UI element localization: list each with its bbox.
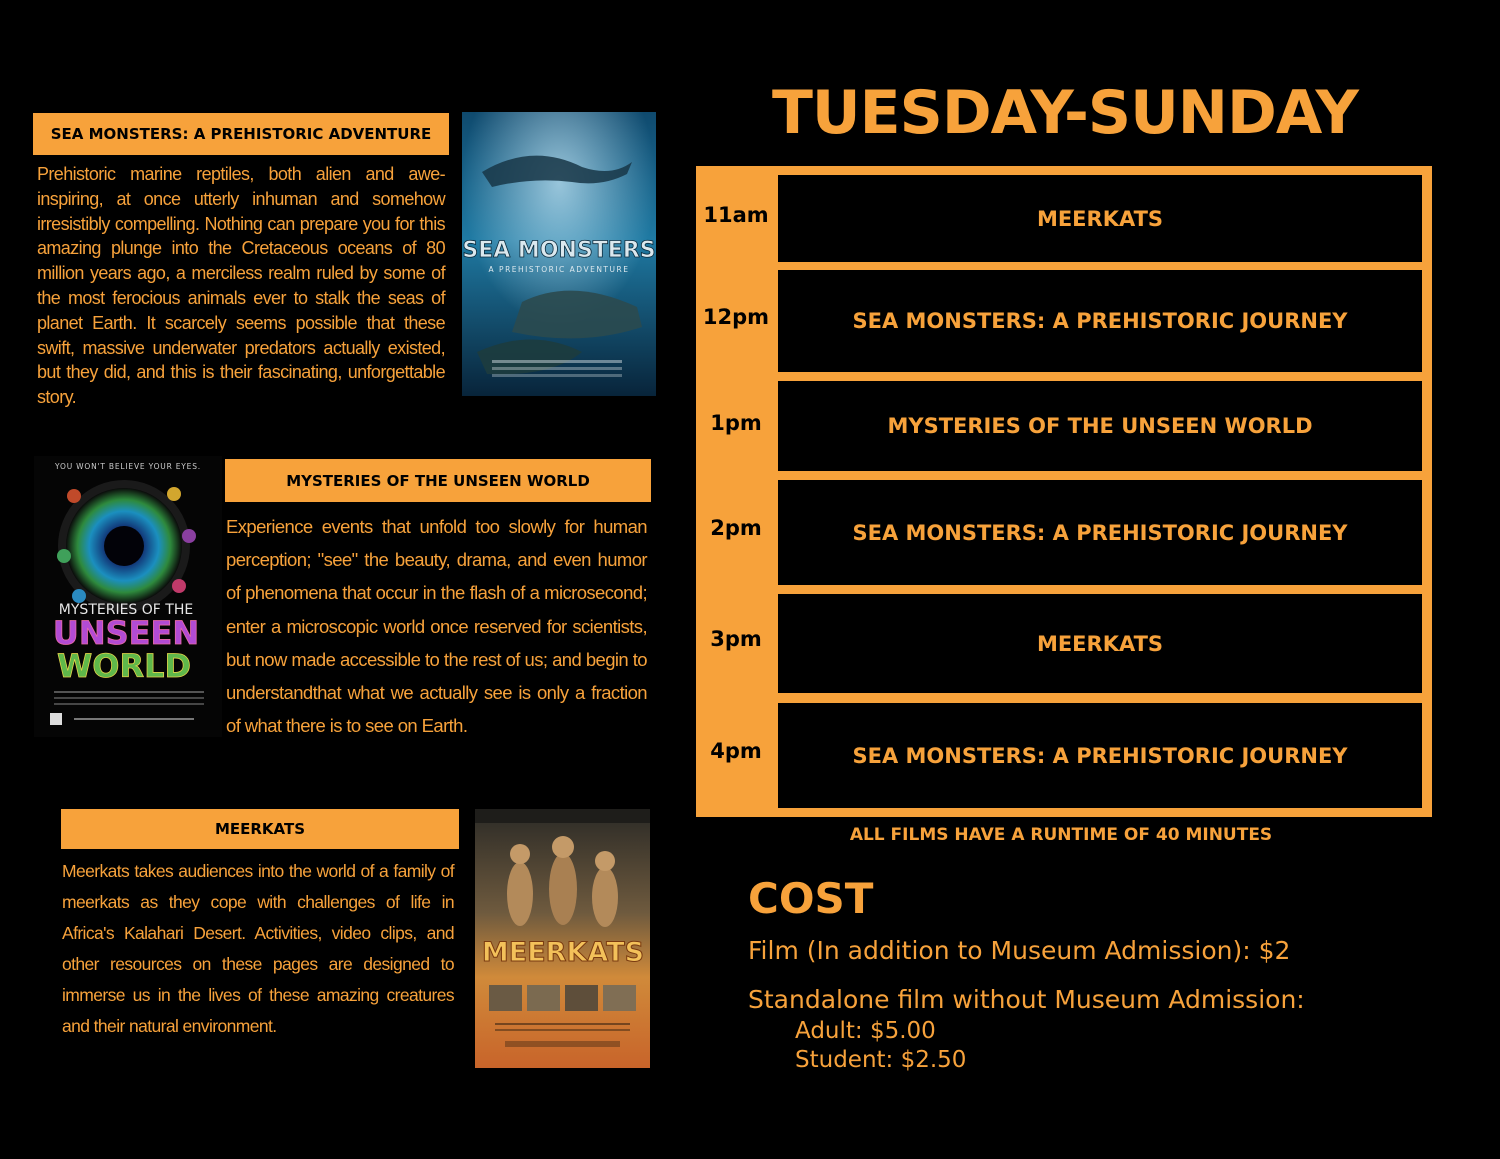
slot-film: SEA MONSTERS: A PREHISTORIC JOURNEY <box>778 270 1422 372</box>
slot-time: 1pm <box>710 411 762 435</box>
mysteries-poster <box>34 456 222 737</box>
runtime-note: ALL FILMS HAVE A RUNTIME OF 40 MINUTES <box>849 825 1273 845</box>
slot-film: SEA MONSTERS: A PREHISTORIC JOURNEY <box>778 703 1422 808</box>
sea-monsters-poster-title: SEA MONSTERS <box>462 238 656 263</box>
mysteries-description: Experience events that unfold too slowly for human perception; "see" the beauty, drama, and even humor of phenomena that occur in the flash of a microsecond; enter a microscopic world once reserved for scientists, but now made accessible to the rest of us; and begin to understandthat what we actually see is only a fraction of what there is to see on Earth. <box>226 516 647 737</box>
schedule-title: TUESDAY-SUNDAY <box>772 78 1358 148</box>
sea-monsters-poster-subtitle: A PREHISTORIC ADVENTURE <box>488 265 630 274</box>
slot-time: 2pm <box>710 516 762 540</box>
cost-title: COST <box>748 874 874 923</box>
cost-adult: Adult: $5.00 <box>795 1018 936 1044</box>
slot-film: MEERKATS <box>778 175 1422 262</box>
schedule-table <box>696 166 1432 817</box>
slot-time: 11am <box>703 203 769 227</box>
mysteries-heading: MYSTERIES OF THE UNSEEN WORLD <box>225 459 651 502</box>
slot-time: 4pm <box>710 739 762 763</box>
mysteries-poster-tagline: YOU WON'T BELIEVE YOUR EYES. <box>55 462 201 471</box>
cost-student: Student: $2.50 <box>795 1047 967 1073</box>
meerkats-poster-title: MEERKATS <box>481 937 645 968</box>
slot-time: 12pm <box>702 305 770 329</box>
mysteries-poster-title-line1: MYSTERIES OF THE <box>58 602 194 618</box>
sea-monsters-heading: SEA MONSTERS: A PREHISTORIC ADVENTURE <box>33 113 449 155</box>
slot-film: MYSTERIES OF THE UNSEEN WORLD <box>778 381 1422 471</box>
slot-film: MEERKATS <box>778 594 1422 693</box>
sea-monsters-description: Prehistoric marine reptiles, both alien and awe-inspiring, at once utterly inhuman and somehow irresistibly compelling. Nothing can prepare you for this amazing plunge into the Cretaceous oceans of 80 million years ago, a merciless realm ruled by some of the most ferocious animals ever to stalk the seas of planet Earth. It scarcely seems possible that these swift, massive underwater predators actually existed, but they did, and this is their fascinating, unforgettable story. <box>37 164 445 408</box>
sea-monsters-poster <box>462 112 656 396</box>
mysteries-poster-title-line2: UNSEEN <box>52 614 200 652</box>
mysteries-poster-title-line3: WORLD <box>56 647 192 685</box>
cost-film-with-admission: Film (In addition to Museum Admission): $2 <box>748 936 1291 965</box>
slot-film: SEA MONSTERS: A PREHISTORIC JOURNEY <box>778 480 1422 585</box>
cost-standalone-label: Standalone film without Museum Admission: <box>748 985 1305 1014</box>
meerkats-description: Meerkats takes audiences into the world of a family of meerkats as they cope with challenges of life in Africa's Kalahari Desert. Activities, video clips, and other resources on these pages are designed to immerse us in the lives of these amazing creatures and their natural environment. <box>62 861 454 1036</box>
meerkats-heading: MEERKATS <box>61 809 459 849</box>
slot-time: 3pm <box>710 627 762 651</box>
meerkats-poster <box>475 809 650 1068</box>
